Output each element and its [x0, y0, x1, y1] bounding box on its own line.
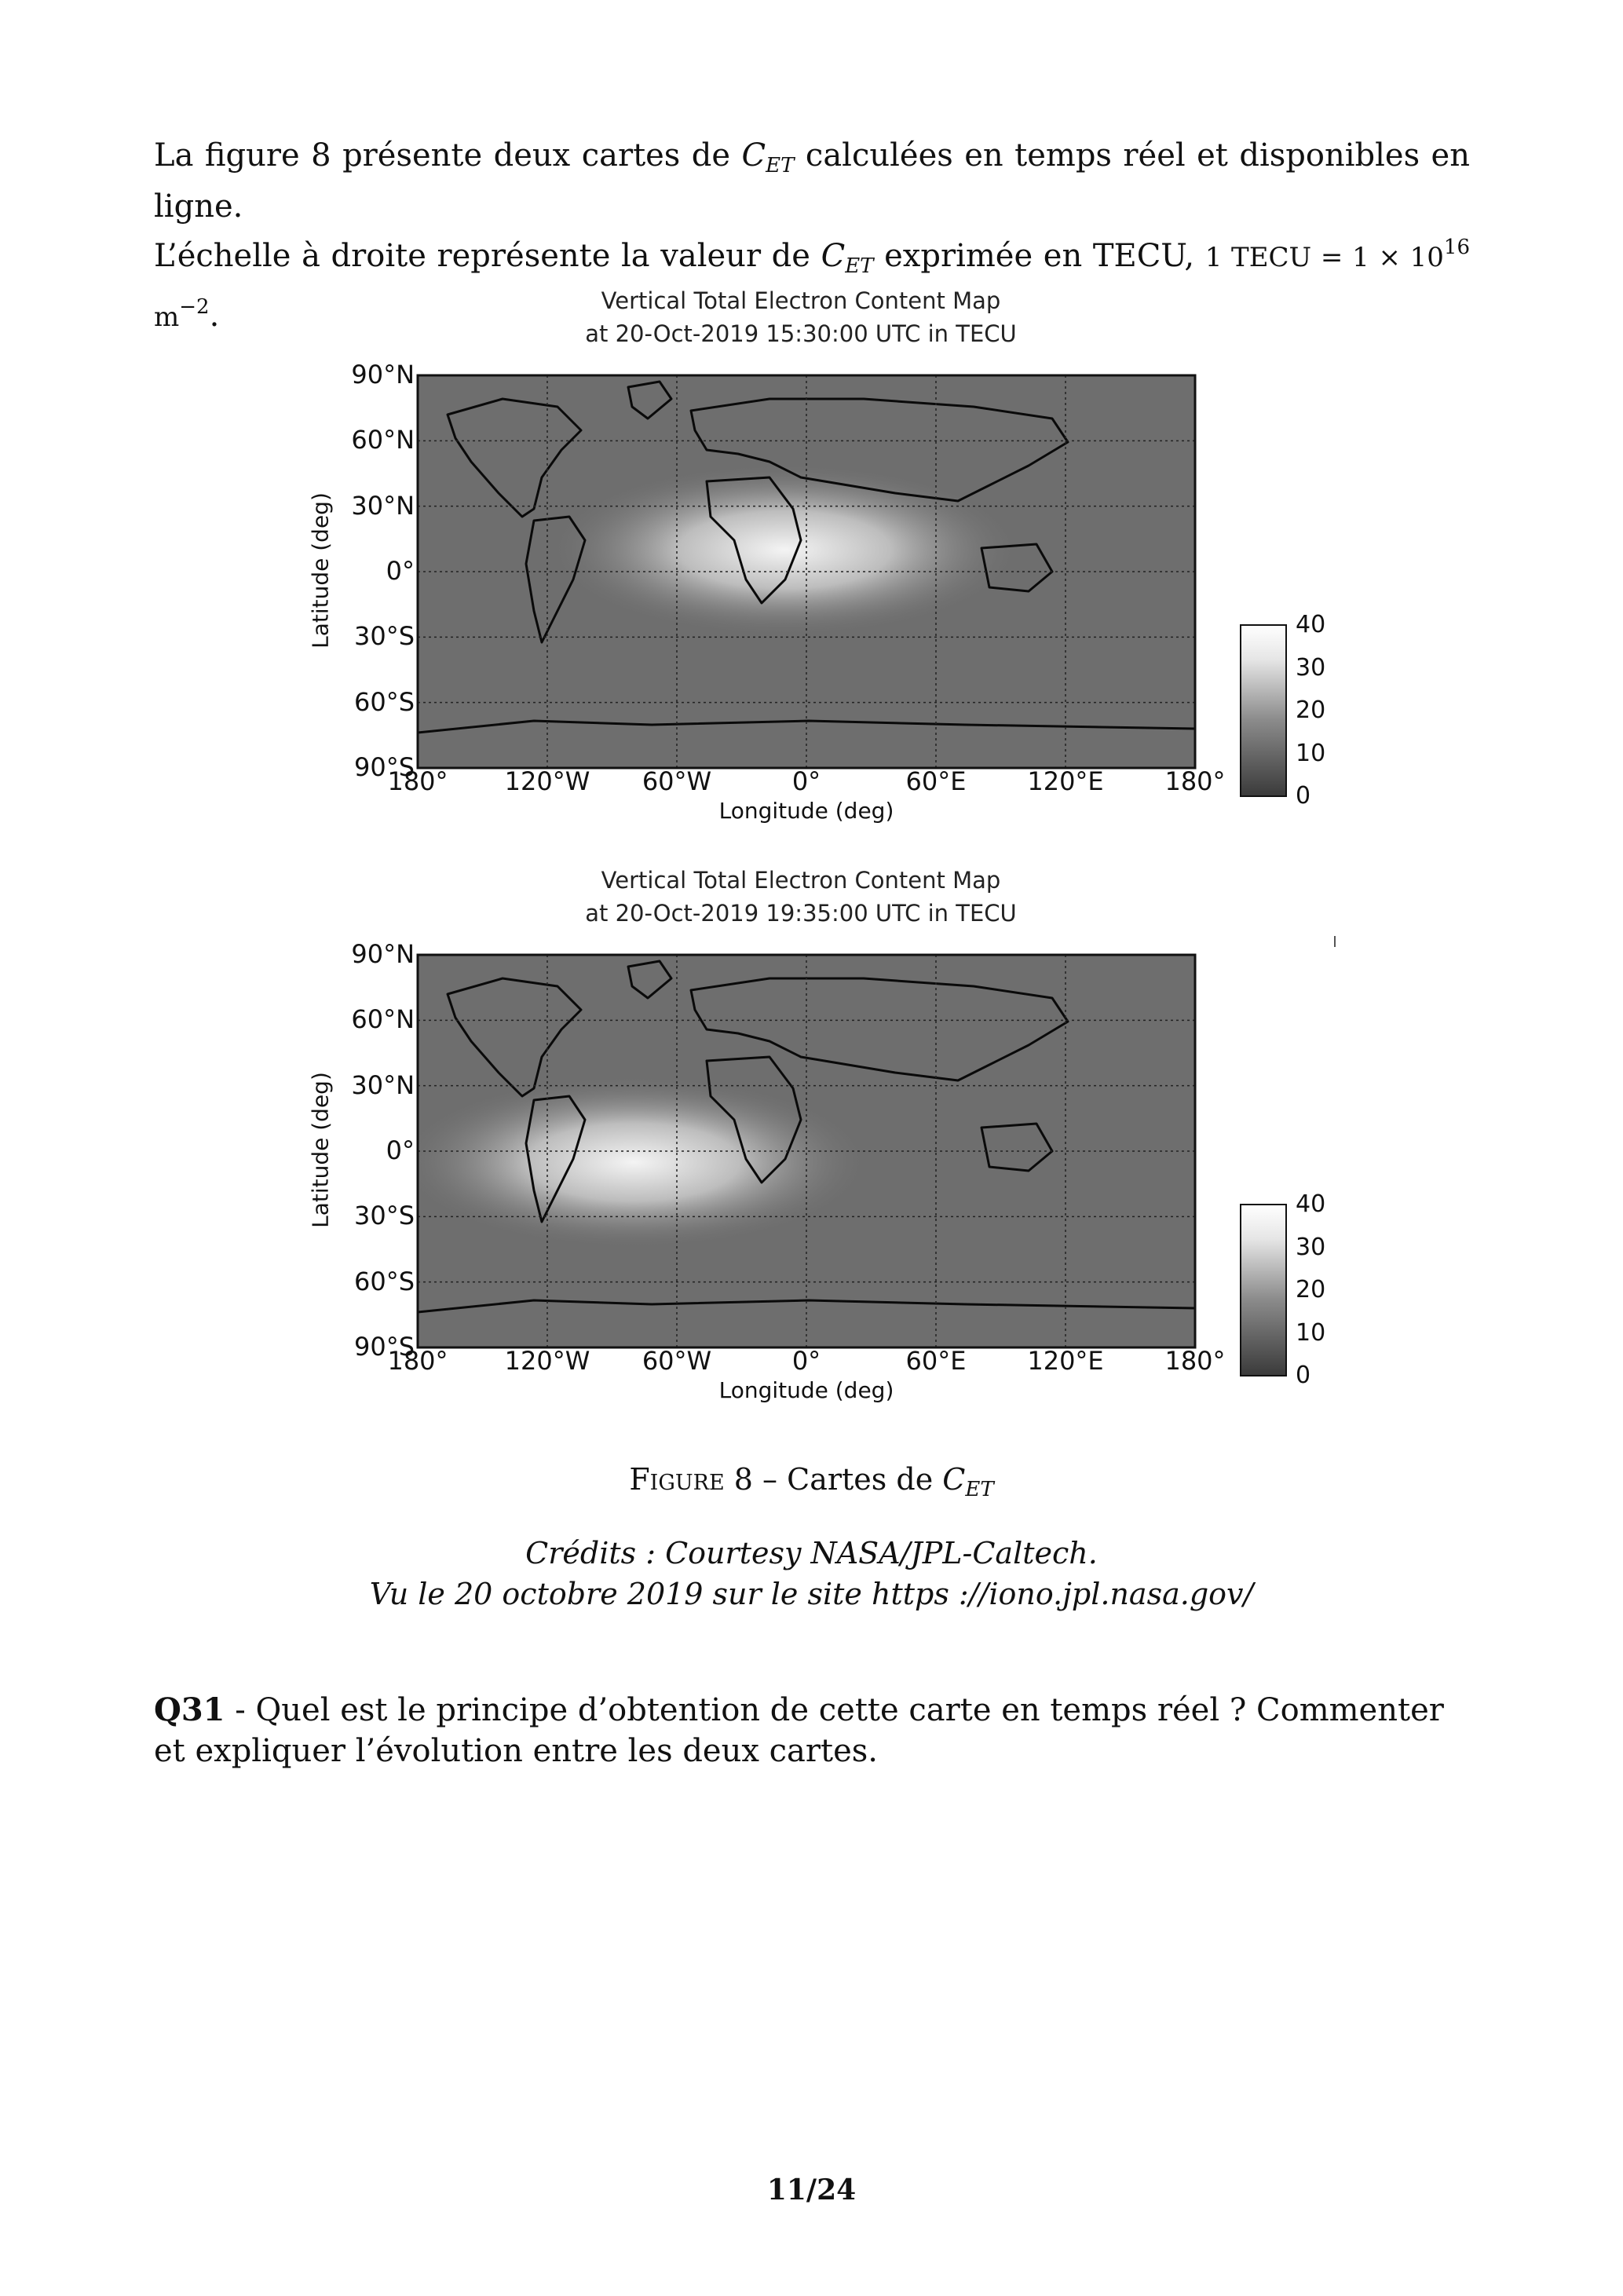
colorbar-tick-label: 10	[1296, 1318, 1326, 1347]
colorbar-tick-label: 10	[1296, 739, 1326, 767]
variable-c-et: $C_{ET}$	[741, 137, 795, 177]
latitude-tick-label: 30°S	[353, 1201, 415, 1231]
unit-definition: 1 TECU = $1 \times 10^{16}$ $m^{-2}$	[154, 236, 1470, 333]
y-axis-label: Latitude (deg)	[307, 492, 334, 649]
latitude-tick-label: 60°N	[351, 1004, 415, 1035]
credits-line-1: Crédits : Courtesy NASA/JPL-Caltech.	[525, 1536, 1098, 1570]
longitude-tick-label: 0°	[791, 1346, 821, 1376]
tec-map-2	[298, 861, 1351, 1457]
intro-line-1	[154, 135, 1470, 227]
variable-c-et: $C_{ET}$	[942, 1462, 994, 1501]
longitude-tick-label: 180°	[387, 1346, 448, 1376]
colorbar	[1241, 625, 1286, 796]
longitude-tick-label: 120°E	[1027, 1346, 1104, 1376]
latitude-tick-label: 30°N	[351, 490, 415, 521]
question-label: Q31	[154, 1691, 225, 1728]
longitude-tick-label: 120°W	[504, 766, 590, 796]
question-text: - Quel est le principe d’obtention de cette carte en temps réel ? Commenter et expliquer l’évolution entre les deux cartes.	[154, 1692, 1444, 1769]
question-q31	[154, 1690, 1470, 1771]
colorbar-tick-label: 0	[1296, 1362, 1311, 1389]
map-title-line-1: Vertical Total Electron Content Map	[601, 287, 1001, 314]
intro-line-2: L’échelle à droite représente la valeur de $C_{ET}$ exprimée en TECU, 1 TECU = $1 \times 10^{16}$ $m^{-2}$.	[154, 236, 1470, 334]
longitude-tick-label: 60°W	[642, 1346, 712, 1376]
colorbar-tick-label: 0	[1296, 782, 1311, 810]
figure-caption	[0, 1462, 1623, 1501]
colorbar-tick-label: 30	[1296, 1233, 1326, 1261]
longitude-tick-label: 180°	[1164, 1346, 1226, 1376]
longitude-tick-label: 0°	[791, 766, 821, 796]
credits	[0, 1533, 1623, 1614]
colorbar-tick-label: 40	[1296, 1190, 1326, 1218]
longitude-tick-label: 180°	[387, 766, 448, 796]
longitude-tick-label: 60°E	[905, 766, 967, 796]
variable-c-et: $C_{ET}$	[821, 238, 874, 278]
longitude-tick-label: 120°W	[504, 1346, 590, 1376]
longitude-tick-label: 60°W	[642, 766, 712, 796]
tec-peak-region	[398, 1076, 869, 1249]
x-axis-label: Longitude (deg)	[718, 1377, 894, 1403]
map-title-line-2: at 20-Oct-2019 15:30:00 UTC in TECU	[585, 320, 1017, 347]
y-axis-label: Latitude (deg)	[307, 1072, 334, 1228]
latitude-tick-label: 60°N	[351, 425, 415, 455]
latitude-tick-label: 60°S	[353, 686, 415, 717]
latitude-tick-label: 90°N	[351, 939, 415, 969]
map-title-line-1: Vertical Total Electron Content Map	[601, 867, 1001, 894]
tec-map-1	[298, 281, 1351, 878]
intro-text: L’échelle à droite représente la valeur de	[154, 238, 821, 274]
intro-text: La figure 8 présente deux cartes de	[154, 137, 742, 174]
credits-line-2: Vu le 20 octobre 2019 sur le site https ://iono.jpl.nasa.gov/	[369, 1577, 1254, 1611]
stray-mark	[1334, 936, 1336, 947]
map-title-line-2: at 20-Oct-2019 19:35:00 UTC in TECU	[585, 900, 1017, 927]
longitude-tick-label: 120°E	[1027, 766, 1104, 796]
latitude-tick-label: 90°N	[351, 360, 415, 389]
caption-figure-word: Figure	[629, 1462, 725, 1497]
latitude-tick-label: 90°S	[353, 1332, 415, 1362]
colorbar-tick-label: 20	[1296, 696, 1326, 724]
colorbar-tick-label: 40	[1296, 611, 1326, 638]
latitude-tick-label: 90°S	[353, 752, 415, 782]
latitude-tick-label: 30°N	[351, 1069, 415, 1100]
longitude-tick-label: 60°E	[905, 1346, 967, 1376]
tec-peak-region	[550, 463, 1021, 636]
page-number: 11/24	[766, 2174, 857, 2206]
latitude-tick-label: 0°	[386, 556, 415, 586]
latitude-tick-label: 60°S	[353, 1266, 415, 1296]
latitude-tick-label: 30°S	[353, 621, 415, 652]
latitude-tick-label: 0°	[386, 1135, 415, 1165]
colorbar	[1241, 1205, 1286, 1376]
intro-text: exprimée en TECU,	[873, 238, 1205, 274]
x-axis-label: Longitude (deg)	[718, 798, 894, 824]
longitude-tick-label: 180°	[1164, 766, 1226, 796]
colorbar-tick-label: 30	[1296, 653, 1326, 682]
intro-text: calculées en temps réel et disponibles en ligne.	[154, 137, 1470, 225]
caption-text: 8 – Cartes de	[724, 1462, 943, 1497]
colorbar-tick-label: 20	[1296, 1276, 1326, 1303]
